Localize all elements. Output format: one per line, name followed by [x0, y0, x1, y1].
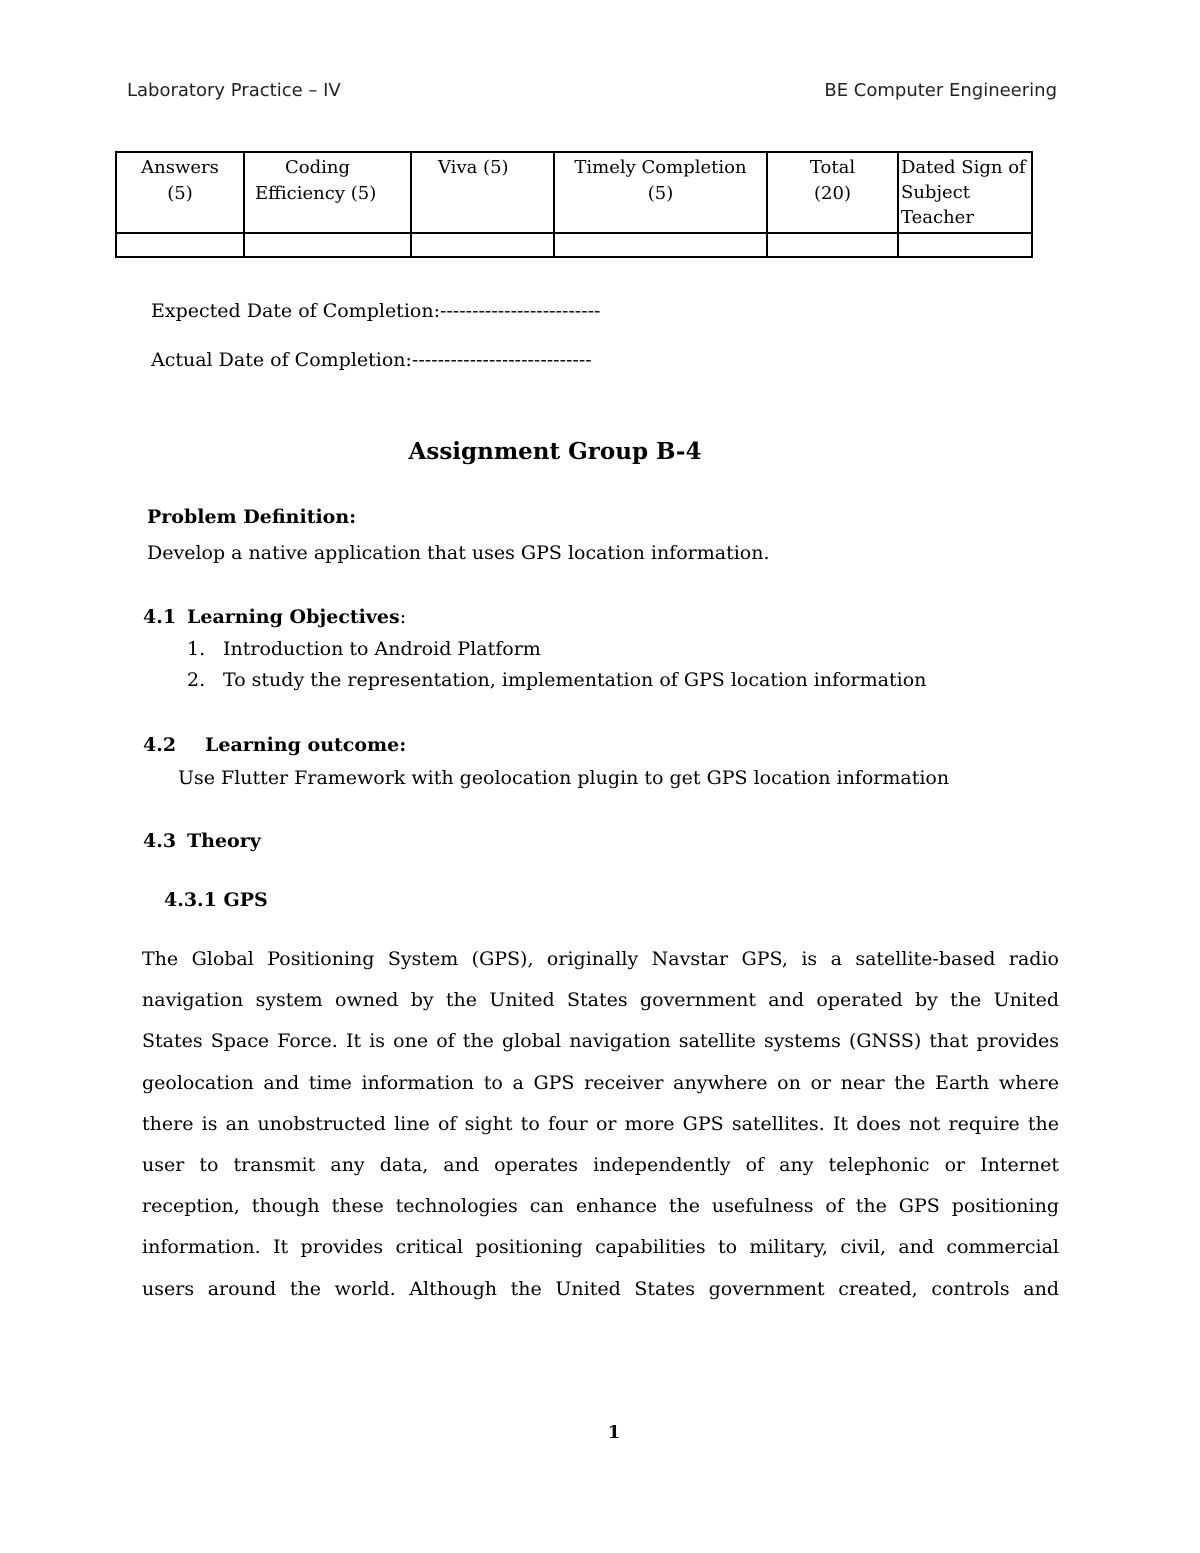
paragraph-line: information. It provides critical positioning capabilities to military, civil, and commercial	[142, 1236, 1059, 1259]
expected-date-line: Expected Date of Completion:-------------------------	[151, 300, 601, 322]
paragraph-line: users around the world. Although the United States government created, controls and	[142, 1277, 1059, 1300]
marks-col-coding-efficiency: Coding Efficiency (5)	[244, 152, 411, 233]
learning-outcome-heading: 4.2 Learning outcome:	[143, 734, 407, 756]
marks-table-header-row	[116, 152, 1032, 233]
page-number: 1	[607, 1422, 621, 1443]
running-header-right: BE Computer Engineering	[824, 80, 1057, 101]
problem-definition-text: Develop a native application that uses GPS location information.	[147, 542, 770, 564]
marks-col-total: Total (20)	[767, 152, 898, 233]
marks-col-dated-sign: Dated Sign of Subject Teacher	[898, 152, 1032, 233]
marks-table	[115, 151, 1033, 258]
learning-outcome-text: Use Flutter Framework with geolocation plugin to get GPS location information	[178, 767, 950, 789]
marks-cell-viva[interactable]	[411, 233, 554, 257]
marks-cell-timely-completion[interactable]	[554, 233, 767, 257]
objective-item: 2. To study the representation, implementation of GPS location information	[187, 669, 927, 691]
marks-cell-dated-sign[interactable]	[898, 233, 1032, 257]
paragraph-line: navigation system owned by the United States government and operated by the United	[142, 989, 1059, 1012]
actual-date-line: Actual Date of Completion:----------------------------	[151, 349, 592, 371]
marks-col-viva: Viva (5)	[411, 152, 554, 233]
marks-col-timely-completion: Timely Completion (5)	[554, 152, 767, 233]
paragraph-line: reception, though these technologies can enhance the usefulness of the GPS positioning	[142, 1195, 1059, 1218]
learning-objectives-heading: 4.1 Learning Objectives:	[143, 606, 407, 628]
problem-definition-heading: Problem Definition:	[147, 506, 357, 528]
paragraph-line: there is an unobstructed line of sight to four or more GPS satellites. It does not require the	[142, 1112, 1059, 1135]
running-header-left: Laboratory Practice – IV	[127, 80, 341, 101]
marks-cell-total[interactable]	[767, 233, 898, 257]
marks-table-entry-row	[116, 233, 1032, 257]
objective-item: 1. Introduction to Android Platform	[187, 638, 541, 660]
paragraph-line: geolocation and time information to a GPS receiver anywhere on or near the Earth where	[142, 1071, 1059, 1094]
paragraph-line: The Global Positioning System (GPS), originally Navstar GPS, is a satellite-based radio	[142, 948, 1059, 970]
paragraph-line: States Space Force. It is one of the global navigation satellite systems (GNSS) that provides	[142, 1030, 1059, 1053]
paragraph-line: user to transmit any data, and operates independently of any telephonic or Internet	[142, 1153, 1059, 1176]
marks-cell-answers[interactable]	[116, 233, 244, 257]
marks-cell-coding-efficiency[interactable]	[244, 233, 411, 257]
assignment-title: Assignment Group B-4	[408, 438, 702, 465]
marks-col-answers: Answers (5)	[116, 152, 244, 233]
gps-paragraph	[142, 939, 1059, 1310]
gps-subheading: 4.3.1 GPS	[164, 889, 268, 911]
theory-heading: 4.3 Theory	[143, 830, 261, 852]
